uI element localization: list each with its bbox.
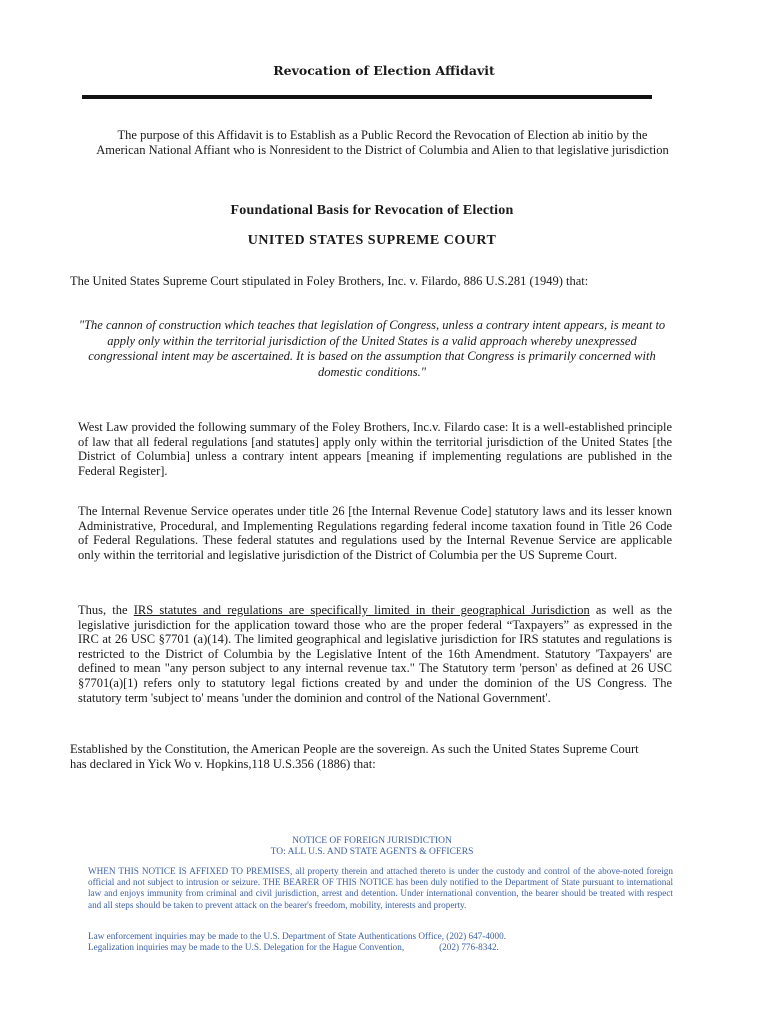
heading-supreme-court: UNITED STATES SUPREME COURT <box>247 233 497 248</box>
heading-foundational-basis: Foundational Basis for Revocation of Election <box>230 203 514 218</box>
notice-body: WHEN THIS NOTICE IS AFFIXED TO PREMISES, all property therein and attached thereto is under the custody and control of the above-noted foreign official and not subject to intrusion or seizure. THE BEARER OF THIS NOTICE has been duly notified to the Department of State pursuant to international law and enjoys immunity from criminal and civil jurisdiction, arrest and detention. Under international convention, the bearer should be treated with respect and all steps should be taken to prevent attack on the bearer's freedom, mobility, interests and property. <box>88 866 673 910</box>
notice-inquiries <box>88 931 673 953</box>
notice-title-line2: TO: ALL U.S. AND STATE AGENTS & OFFICERS <box>270 847 474 857</box>
paragraph-irs-operations: The Internal Revenue Service operates under title 26 [the Internal Revenue Code] statutory laws and its lesser known Administrative, Procedural, and Implementing Regulations regarding federal income taxation found in Title 26 Code of Federal Regulations. These federal statutes and regulations used by the Internal Revenue Service are applicable only within the territorial and legislative jurisdiction of the District of Columbia per the US Supreme Court. <box>78 504 672 562</box>
paragraph-foley-intro: The United States Supreme Court stipulated in Foley Brothers, Inc. v. Filardo, 886 U.S.281 (1949) that: <box>70 274 589 288</box>
notice-legalization-text: Legalization inquiries may be made to the U.S. Delegation for the Hague Convention, <box>88 942 405 953</box>
paragraph-sovereignty: Established by the Constitution, the American People are the sovereign. As such the United States Supreme Court has declared in Yick Wo v. Hopkins,118 U.S.356 (1886) that: <box>70 742 639 771</box>
notice-title-line1: NOTICE OF FOREIGN JURISDICTION <box>292 836 452 846</box>
notice-legalization-phone: (202) 776-8342. <box>439 942 499 953</box>
para4-prefix: Thus, the <box>78 603 134 617</box>
notice-legalization <box>88 942 673 953</box>
para4-rest: as well as the legislative jurisdiction for the application toward those who are the proper federal “Taxpayers” as expressed in the IRC at 26 USC §7701 (a)(14). The limited geographical and legislative jurisdiction for IRS statutes and regulations is restricted to the District of Columbia by the Legislative Intent of the 16th Amendment. Statutory 'Taxpayers' are defined to mean "any person subject to any internal revenue tax." The Statutory term 'person' as defined at 26 USC §7701(a)[1) refers only to statutory legal fictions created by and under the dominion of the US Congress. The statutory term 'subject to' means 'under the dominion and control of the National Government'. <box>78 603 672 705</box>
para4-underlined: IRS statutes and regulations are specifically limited in their geographical Jurisdiction <box>133 603 590 617</box>
notice-law-enforcement: Law enforcement inquiries may be made to the U.S. Department of State Authentications Office, (202) 647-4000. <box>88 931 506 941</box>
notice-title <box>0 836 744 858</box>
purpose-statement: The purpose of this Affidavit is to Establish as a Public Record the Revocation of Election ab initio by the American National Affiant who is Nonresident to the District of Columbia and Alien to that legislative jurisdiction <box>96 128 669 157</box>
quote-foley: "The cannon of construction which teaches that legislation of Congress, unless a contrary intent appears, is meant to apply only within the territorial jurisdiction of the United States is a valid approach whereby unexpressed congressional intent may be ascertained. It is based on the assumption that Congress is primarily concerned with domestic conditions." <box>78 318 666 379</box>
title-rule <box>82 95 652 99</box>
document-title: Revocation of Election Affidavit <box>273 63 495 78</box>
paragraph-irs-jurisdiction <box>78 603 672 705</box>
paragraph-westlaw-summary: West Law provided the following summary of the Foley Brothers, Inc.v. Filardo case: It is a well-established principle of law that all federal regulations [and statutes] apply only within the territorial jurisdiction of the United States [the District of Columbia] unless a contrary intent appears [meaning if implementing regulations are published in the Federal Register]. <box>78 420 672 478</box>
